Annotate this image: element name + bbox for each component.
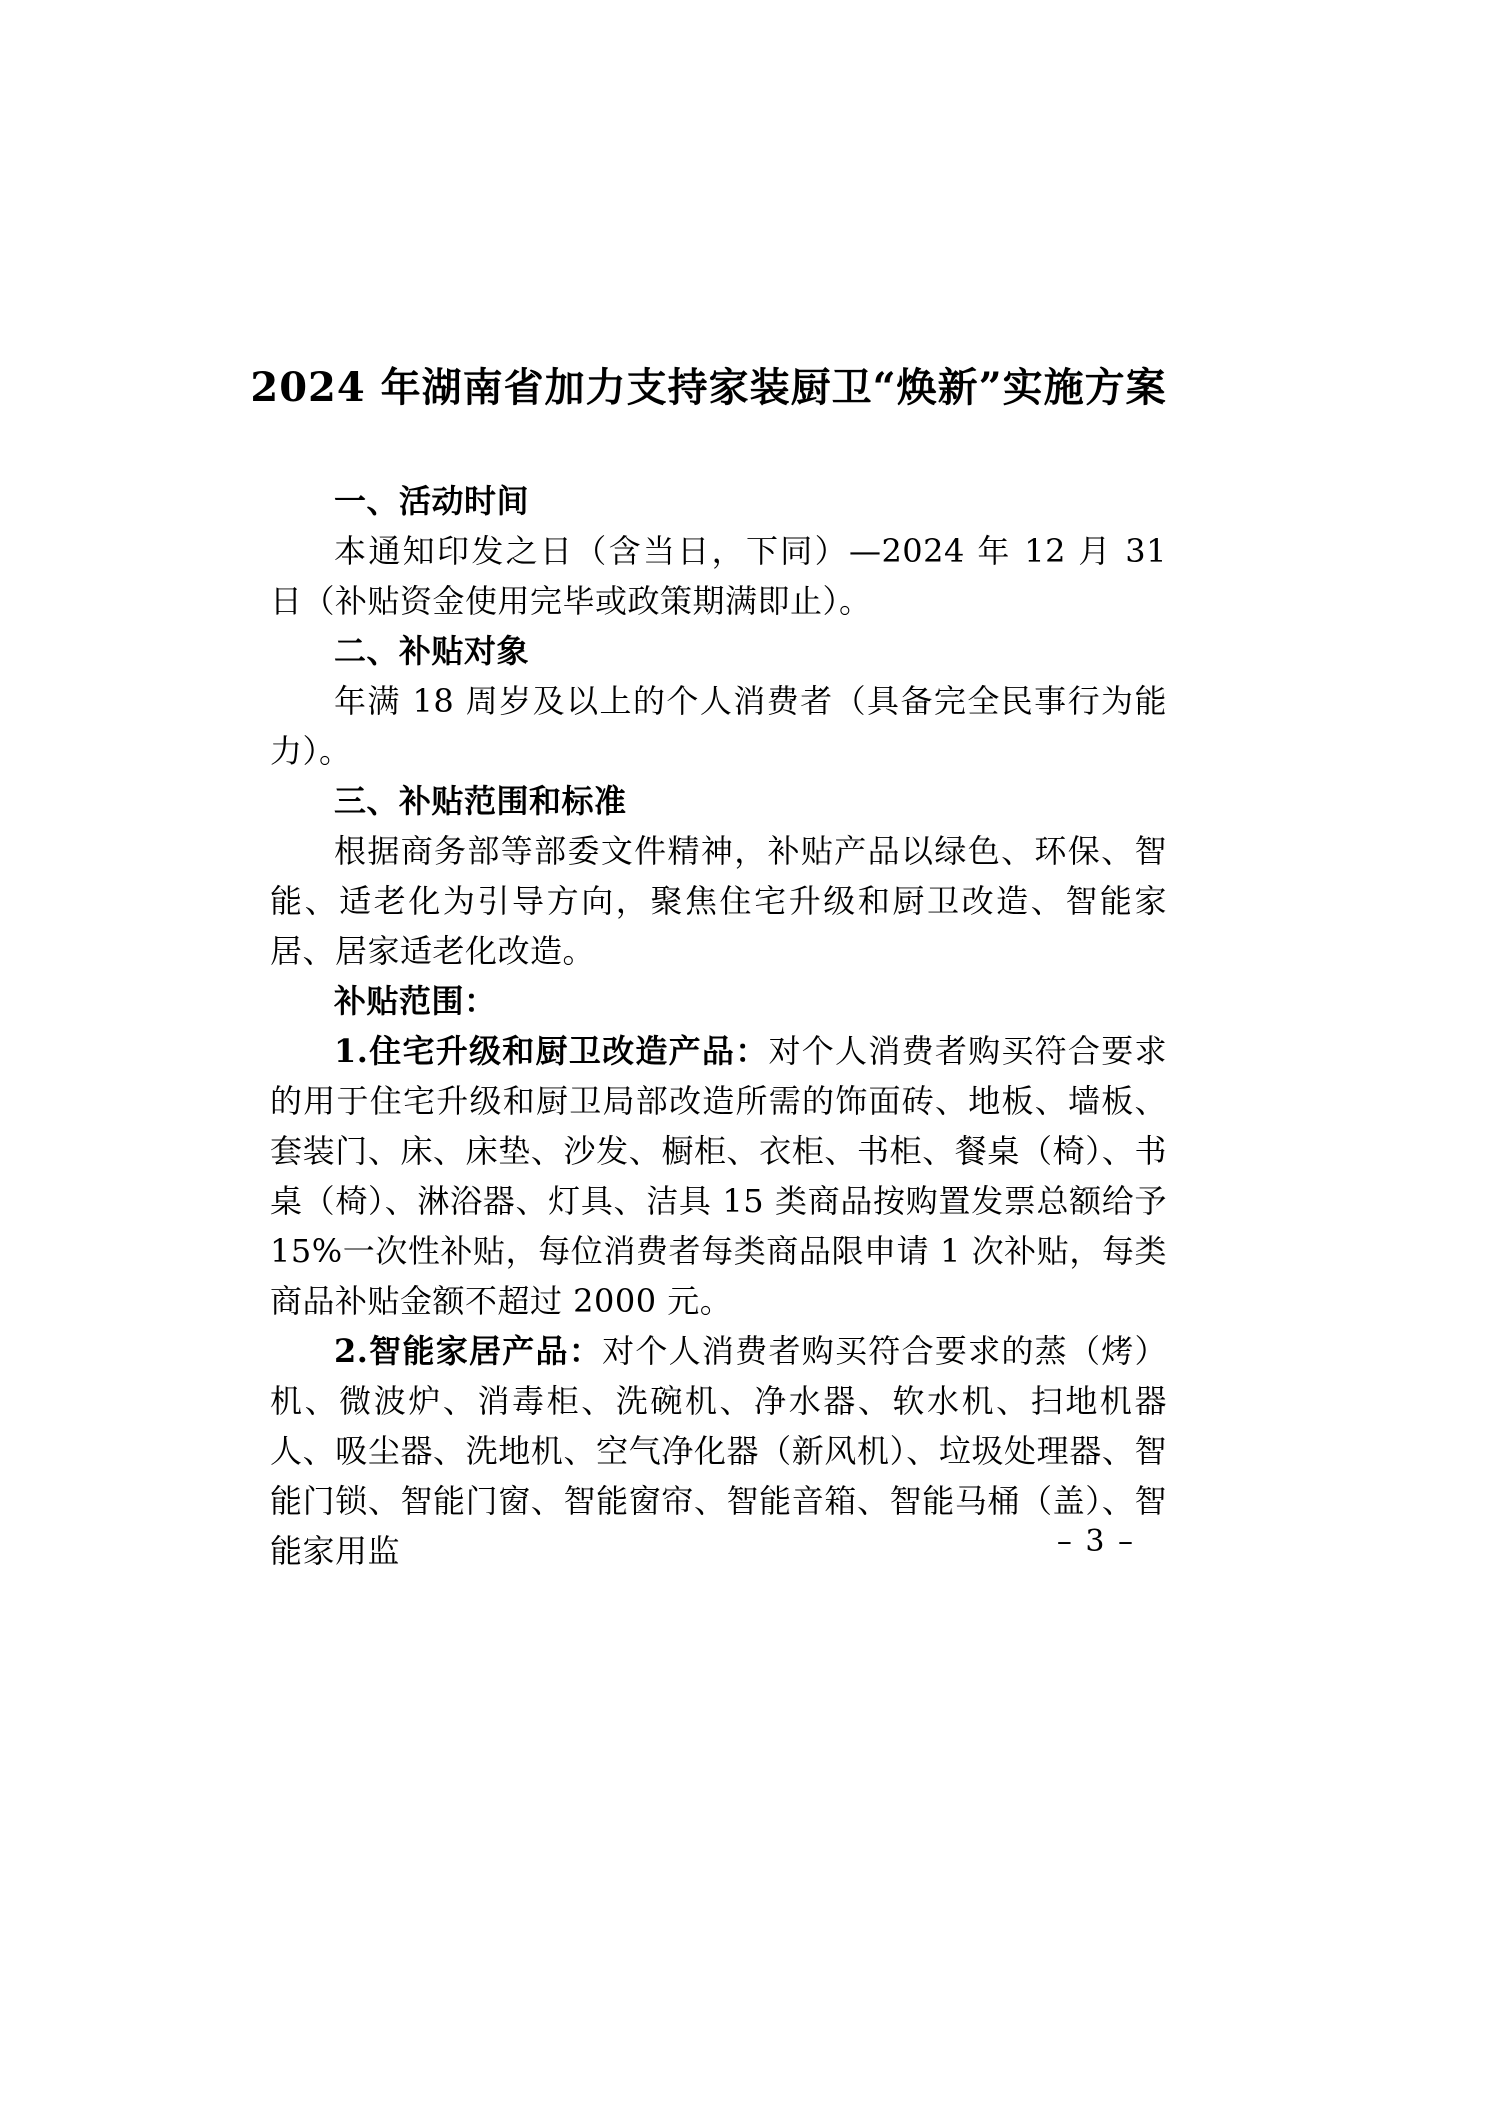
item-2-text: 对个人消费者购买符合要求的蒸（烤）机、微波炉、消毒柜、洗碗机、净水器、软水机、扫地机器人、吸尘器、洗地机、空气净化器（新风机）、垃圾处理器、智能门锁、智能门窗、智能窗帘、智能音箱、智能马桶（盖）、智能家用监	[270, 1332, 1167, 1570]
paragraph-subsidy-target: 年满 18 周岁及以上的个人消费者（具备完全民事行为能力）。	[270, 682, 1167, 770]
item-2-label: 2.智能家居产品：	[334, 1332, 603, 1370]
paragraph-subsidy-scope-intro: 根据商务部等部委文件精神，补贴产品以绿色、环保、智能、适老化为引导方向，聚焦住宅升级和厨卫改造、智能家居、居家适老化改造。	[270, 832, 1167, 970]
document-body	[270, 476, 1167, 1576]
paragraph-activity-time: 本通知印发之日（含当日，下同）—2024 年 12 月 31 日（补贴资金使用完毕或政策期满即止）。	[270, 532, 1167, 620]
paragraph-item-1	[270, 1026, 1167, 1326]
document-title: 2024 年湖南省加力支持家装厨卫“焕新”实施方案	[250, 364, 1167, 411]
page-number: – 3 –	[1056, 1524, 1135, 1559]
section-heading-subsidy-target: 二、补贴对象	[334, 632, 530, 670]
section-heading-subsidy-scope-standard: 三、补贴范围和标准	[334, 782, 627, 820]
subheading-subsidy-scope: 补贴范围：	[334, 982, 497, 1020]
item-1-label: 1.住宅升级和厨卫改造产品：	[334, 1032, 769, 1070]
item-1-text: 对个人消费者购买符合要求的用于住宅升级和厨卫局部改造所需的饰面砖、地板、墙板、套装门、床、床垫、沙发、橱柜、衣柜、书柜、餐桌（椅）、书桌（椅）、淋浴器、灯具、洁具 15 类商品按购置发票总额给予 15%一次性补贴，每位消费者每类商品限申请 1 次补贴，每类商品补贴金额不超过 2000 元。	[270, 1032, 1167, 1320]
section-heading-activity-time: 一、活动时间	[334, 482, 530, 520]
